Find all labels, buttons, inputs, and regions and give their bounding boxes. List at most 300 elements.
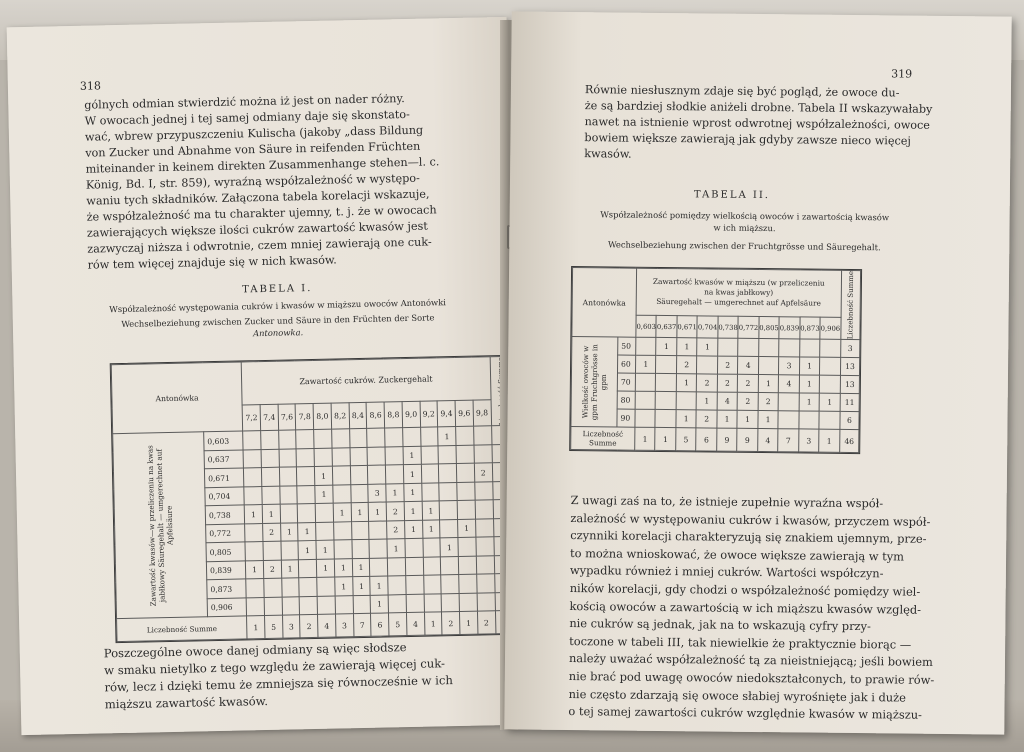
column-sum: 4 (757, 429, 778, 452)
table-cell (423, 557, 441, 576)
table-cell (262, 486, 280, 505)
table-cell (279, 467, 297, 486)
table-cell (367, 428, 385, 447)
table-cell (820, 339, 841, 357)
table-cell (243, 431, 261, 450)
table-cell (369, 539, 387, 558)
text-line: kością owoców a zawartością w ich miąższu kwasów względ- (569, 598, 922, 617)
table-cell: 1 (819, 393, 840, 411)
table-cell (718, 338, 739, 356)
table-cell (353, 595, 371, 614)
table-cell (475, 500, 493, 519)
table-cell (278, 430, 296, 449)
text-line: rów tem więcej znajduje się w nich kwasów. (87, 253, 337, 272)
caption-german-cont: Antonowka. (252, 327, 304, 339)
sum-row (571, 427, 859, 453)
table-cell (351, 521, 369, 540)
table-cell: 1 (281, 560, 299, 579)
table-cell (406, 576, 424, 595)
sum-row-label: Liczebność Summe (117, 616, 248, 642)
table-cell (263, 541, 281, 560)
row-sum: 6 (840, 412, 860, 430)
table-cell (369, 521, 387, 540)
text-line: o tej samej zawartości cukrów względnie kwasów w miąższu- (568, 704, 923, 722)
row-group-label: Zawartość kwasów—w przeliczeniu na kwas jabłkowy Säuregehalt — umgerechnet auf Apfelsäure (144, 445, 175, 607)
row-header: 0,603 (204, 431, 244, 450)
column-sum: 6 (371, 613, 389, 636)
caption-german: Wechselbeziehung zwischen der Fruchtgrösse und Säuregehalt. (607, 239, 881, 253)
table-cell (799, 339, 820, 357)
column-header: 8,0 (313, 404, 331, 430)
column-header: 0,671 (677, 316, 698, 338)
table-cell: 1 (404, 502, 422, 521)
table-cell (298, 504, 316, 523)
column-header: 0,805 (759, 317, 780, 339)
table-cell (475, 482, 493, 501)
text-line: czynniki korelacji charakteryzują się znakiem ujemnym, prze- (570, 528, 927, 546)
table-cell: 1 (298, 522, 316, 541)
table-cell (388, 594, 406, 613)
table-cell (656, 374, 677, 392)
table-cell (264, 597, 282, 616)
row-header: 0,738 (205, 505, 245, 524)
text-line: von Zucker und Abnahme von Säure in reifenden Früchten (85, 139, 421, 160)
column-header: 9,6 (455, 401, 473, 427)
table-cell (279, 449, 297, 468)
table-cell (441, 575, 459, 594)
table-cell: 1 (333, 503, 351, 522)
paragraph (104, 638, 454, 713)
table-cell: 1 (677, 338, 698, 356)
table-cell: 1 (422, 501, 440, 520)
table-cell: 2 (737, 393, 758, 411)
text-line: wypadku również i mniej cukrów. Wartości współczyn- (569, 563, 884, 581)
text-line: nie cukrów są jednak, jak na to wskazują cyfry przy- (569, 616, 871, 634)
table-cell: 2 (387, 520, 405, 539)
table-cell: 1 (404, 483, 422, 502)
row-header: 0,839 (206, 561, 246, 580)
table-cell: 1 (317, 559, 335, 578)
table-cell (476, 556, 494, 575)
table-cell (405, 557, 423, 576)
table-cell (299, 578, 317, 597)
table-cell: 2 (474, 463, 492, 482)
table-cell (799, 411, 820, 429)
column-header: 0,772 (738, 317, 759, 339)
table-cell (457, 482, 475, 501)
table-cell (476, 537, 494, 556)
text-line: kwasów. (584, 147, 632, 161)
table-cell: 1 (371, 595, 389, 614)
table-cell (635, 392, 656, 410)
row-header: 0,704 (205, 487, 245, 506)
column-sum: 7 (353, 614, 371, 637)
table-cell (333, 485, 351, 504)
sum-column-header (841, 270, 861, 340)
table-cell (261, 431, 279, 450)
table-cell (778, 393, 799, 411)
column-header: 0,637 (656, 316, 677, 338)
table-cell (423, 575, 441, 594)
column-sum: 7 (778, 429, 799, 452)
table-cell: 2 (696, 410, 717, 428)
text-line: zależność w występowaniu cukrów i kwasów, przyczem współ- (570, 510, 931, 529)
column-header: 9,0 (402, 402, 420, 428)
table-cell: 1 (403, 446, 421, 465)
table-cell (281, 541, 299, 560)
table-cell (421, 483, 439, 502)
table-cell (697, 356, 718, 374)
column-sum: 5 (676, 428, 697, 451)
table-cell (459, 574, 477, 593)
row-header: 60 (617, 355, 635, 373)
table-cell: 1 (737, 411, 758, 429)
column-sum: 3 (798, 429, 819, 452)
text-line: nie często zdarzają się owoce słabiej wyrośnięte jak i duże (568, 686, 907, 705)
table-cell (245, 542, 263, 561)
table-cell (458, 537, 476, 556)
column-header: 8,4 (349, 403, 367, 429)
row-header: 50 (618, 337, 636, 355)
table-cell: 1 (635, 356, 656, 374)
text-line: rów, lecz i dzięki temu że zmniejsza się równocześnie w ich (104, 673, 453, 695)
table-cell: 1 (758, 411, 779, 429)
sum-row-label: Liczebność Summe (571, 427, 635, 451)
column-header: 0,873 (800, 317, 821, 339)
row-sum: 13 (840, 358, 860, 376)
table-cell: 1 (370, 576, 388, 595)
table-cell (635, 410, 656, 428)
text-line: W owocach jednej i tej samej odmiany daje się skonstato- (84, 107, 410, 128)
table-cell: 1 (717, 410, 738, 428)
column-sum: 4 (318, 614, 336, 637)
table-cell: 1 (387, 539, 405, 558)
table-cell (386, 465, 404, 484)
table-cell (261, 449, 279, 468)
column-sum: 3 (335, 614, 353, 637)
column-header: 0,738 (718, 316, 739, 338)
table-cell (456, 426, 474, 445)
row-header: 0,772 (206, 524, 246, 543)
table-cell (778, 411, 799, 429)
table-cell (456, 463, 474, 482)
table-cell (477, 593, 495, 612)
table-cell: 1 (676, 374, 697, 392)
column-sum: 1 (819, 429, 840, 452)
row-header: 0,873 (207, 579, 247, 598)
table-cell (636, 338, 657, 356)
table-cell: 1 (799, 393, 820, 411)
text-line: nie brać pod uwagę owoców niedokształconych, to prawie rów- (568, 668, 935, 687)
table-cell: 1 (369, 502, 387, 521)
table-cell: 1 (262, 505, 280, 524)
column-header: 8,8 (384, 402, 402, 428)
column-sum: 5 (389, 613, 407, 636)
column-header: 8,6 (366, 402, 384, 428)
table-cell (475, 519, 493, 538)
table-row (572, 337, 860, 358)
table-cell (656, 392, 677, 410)
table-title: TABELA I. (242, 282, 313, 296)
text-line: miteinander in keinem direkten Zusammenhange stehen—l. c. (85, 155, 440, 176)
caption-polish-cont: w ich miąższu. (713, 222, 776, 234)
column-header: 7,4 (260, 405, 278, 431)
column-sum: 9 (737, 429, 758, 452)
table-cell: 1 (422, 520, 440, 539)
text-line: nawet na istnienie wprost odwrotnej współzależności, owoce (584, 115, 930, 132)
table-cell: 2 (717, 374, 738, 392)
table-cell (350, 466, 368, 485)
table-cell (758, 339, 779, 357)
right-page (504, 11, 1011, 734)
table-cell (333, 522, 351, 541)
table-cell (421, 464, 439, 483)
grand-total: 46 (839, 430, 859, 453)
table-cell: 2 (697, 374, 718, 392)
table-cell: 1 (403, 465, 421, 484)
corner-label: Antonówka (111, 362, 243, 434)
column-header: 7,6 (278, 404, 296, 430)
table-cell (350, 484, 368, 503)
table-cell (314, 448, 332, 467)
column-sum: 1 (424, 612, 442, 635)
paragraph (584, 82, 932, 166)
table-cell: 1 (280, 523, 298, 542)
table-cell (300, 596, 318, 615)
table-cell (473, 426, 491, 445)
table-cell (368, 465, 386, 484)
column-sum: 1 (247, 616, 265, 639)
table-cell (820, 375, 841, 393)
table-cell (332, 429, 350, 448)
table-cell: 1 (697, 392, 718, 410)
row-group-header (571, 337, 618, 427)
table-cell (332, 466, 350, 485)
table-cell: 1 (799, 375, 820, 393)
text-line: to można wnioskować, że owoce większe zawierają w tym (570, 545, 905, 564)
table-cell: 2 (263, 523, 281, 542)
table-caption (72, 295, 483, 343)
table-cell (244, 486, 262, 505)
left-page (7, 17, 522, 735)
table-cell (282, 597, 300, 616)
table-cell: 1 (697, 338, 718, 356)
column-sum: 9 (717, 428, 738, 451)
column-group-label: Zawartość cukrów. Zuckergehalt (241, 357, 490, 406)
paragraph (84, 90, 441, 273)
table-cell (349, 429, 367, 448)
table-cell (406, 594, 424, 613)
table-cell (440, 519, 458, 538)
table-cell (246, 579, 264, 598)
column-header: 7,8 (296, 404, 314, 430)
table-cell: 1 (404, 520, 422, 539)
table-cell (438, 445, 456, 464)
row-header: 80 (617, 391, 635, 409)
column-sum: 2 (442, 612, 460, 635)
text-line: miąższu zawartość kwasów. (104, 693, 269, 712)
text-line: bowiem większe zawierają jak gdyby zawsze nieco więcej (584, 131, 911, 148)
table-cell: 1 (315, 485, 333, 504)
corner-label: Antonówka (572, 268, 637, 338)
paragraph (568, 492, 936, 725)
table-cell (439, 464, 457, 483)
row-group-label: Wielkość owoców w gpm Fruchtgrösse in gpm (580, 344, 608, 421)
table-cell: 1 (352, 577, 370, 596)
table-cell (244, 468, 262, 487)
table-cell: 4 (738, 357, 759, 375)
table-cell (297, 467, 315, 486)
column-header: 0,839 (779, 317, 800, 339)
table-cell (820, 357, 841, 375)
table-cell (421, 446, 439, 465)
table-cell (655, 410, 676, 428)
table-cell: 1 (246, 560, 264, 579)
table-cell (299, 559, 317, 578)
table-cell (758, 357, 779, 375)
table-cell (332, 448, 350, 467)
text-line: ników korelacji, gdy chodzi o współzależność pomiędzy wiel- (569, 581, 921, 599)
table-cell: 1 (656, 338, 677, 356)
text-line: Równie niesłusznym zdaje się być pogląd, że owoce du- (584, 83, 900, 100)
text-line: należy uważać współzależność tą za nieistniejącą; jeśli bowiem (568, 651, 933, 670)
table-cell: 1 (335, 577, 353, 596)
column-sum: 1 (655, 428, 676, 451)
table-cell: 1 (351, 503, 369, 522)
table-cell (316, 522, 334, 541)
table-cell: 1 (458, 519, 476, 538)
table-cell (296, 448, 314, 467)
column-header: 9,8 (473, 400, 491, 426)
table-cell (457, 500, 475, 519)
row-sum: 11 (840, 394, 860, 412)
table-cell (779, 339, 800, 357)
table-cell (402, 428, 420, 447)
table-cell (335, 596, 353, 615)
table-cell (459, 593, 477, 612)
text-line: König, Bd. I, str. 859), wyraźną współzależność w występo- (85, 171, 421, 192)
table-cell (281, 578, 299, 597)
table-cell (676, 392, 697, 410)
table-cell (350, 447, 368, 466)
table-cell (245, 523, 263, 542)
table-cell: 2 (263, 560, 281, 579)
table-cell (458, 556, 476, 575)
table-cell (280, 504, 298, 523)
column-header: 0,704 (697, 316, 718, 338)
table-cell: 2 (676, 356, 697, 374)
table-cell (441, 556, 459, 575)
table-cell: 2 (758, 393, 779, 411)
table-cell (656, 356, 677, 374)
caption-german: Wechselbeziehung zwischen Zucker und Säure in den Früchten der Sorte (121, 312, 435, 329)
table-cell (261, 468, 279, 487)
table-cell (297, 485, 315, 504)
column-header: 0,603 (636, 316, 657, 338)
text-line: toczone w tabeli III, tak niewielkie że praktycznie biorąc — (569, 633, 912, 652)
correlation-table-1 (110, 355, 520, 644)
column-sum: 4 (406, 613, 424, 636)
table-cell: 1 (799, 357, 820, 375)
table-cell (423, 538, 441, 557)
table-cell: 1 (352, 558, 370, 577)
table-cell (738, 339, 759, 357)
text-line: zawierających większe ilości cukrów zawartość kwasów jest (86, 219, 428, 240)
column-header: 8,2 (331, 403, 349, 429)
text-line: gólnych odmian stwierdzić można iż jest on nader różny. (84, 91, 405, 112)
column-header: 7,2 (242, 405, 260, 431)
table-cell (315, 503, 333, 522)
table-cell (334, 540, 352, 559)
row-sum: 3 (840, 340, 860, 358)
table-cell (367, 447, 385, 466)
table-cell: 1 (676, 410, 697, 428)
table-cell (280, 486, 298, 505)
table-cell (246, 597, 264, 616)
text-line: Z uwagi zaś na to, że istnieje zupełnie wyraźna współ- (570, 493, 884, 511)
column-sum: 1 (460, 611, 478, 634)
table-cell (264, 578, 282, 597)
table-cell (370, 558, 388, 577)
table-cell (387, 557, 405, 576)
table-cell (424, 594, 442, 613)
table-cell: 1 (758, 375, 779, 393)
column-sum: 1 (635, 428, 656, 451)
row-header: 0,805 (206, 542, 246, 561)
table-cell (439, 482, 457, 501)
table-cell (317, 577, 335, 596)
row-header: 90 (617, 409, 635, 427)
row-sum: 13 (840, 376, 860, 394)
table-cell: 2 (386, 502, 404, 521)
column-sum: 2 (477, 611, 495, 634)
table-cell: 1 (440, 538, 458, 557)
table-cell (476, 574, 494, 593)
table-cell: 1 (438, 427, 456, 446)
caption-polish: Współzależność występowania cukrów i kwasów w miąższu owoców Antonówki (109, 297, 447, 315)
table-title: TABELA II. (693, 189, 771, 202)
table-cell (388, 576, 406, 595)
table-cell (441, 593, 459, 612)
table-cell: 4 (717, 392, 738, 410)
table-cell (296, 430, 314, 449)
table-cell: 1 (334, 559, 352, 578)
table-cell (385, 428, 403, 447)
table-cell (420, 427, 438, 446)
table-cell (439, 501, 457, 520)
text-line: w smaku nietylko z tego względu że zawierają więcej cuk- (103, 656, 446, 678)
row-header: 0,637 (204, 450, 244, 469)
column-group-label (636, 268, 841, 318)
table-cell: 2 (738, 375, 759, 393)
column-header: 9,4 (437, 401, 455, 427)
column-sum: 2 (300, 615, 318, 638)
page-number: 319 (891, 67, 913, 81)
text-line: wać, wbrew przypuszczeniu Kulischa (jakoby „dass Bildung (84, 123, 424, 144)
sum-column-label: Liczebność Summe (846, 270, 856, 340)
table-cell (405, 539, 423, 558)
table-cell: 4 (779, 375, 800, 393)
correlation-table-2 (569, 266, 862, 454)
row-group-header (113, 432, 208, 619)
table-cell: 3 (368, 484, 386, 503)
row-header: 0,671 (204, 468, 244, 487)
table-cell (474, 445, 492, 464)
table-cell (314, 429, 332, 448)
page-number: 318 (79, 79, 102, 93)
table-cell (317, 596, 335, 615)
table-cell (352, 540, 370, 559)
